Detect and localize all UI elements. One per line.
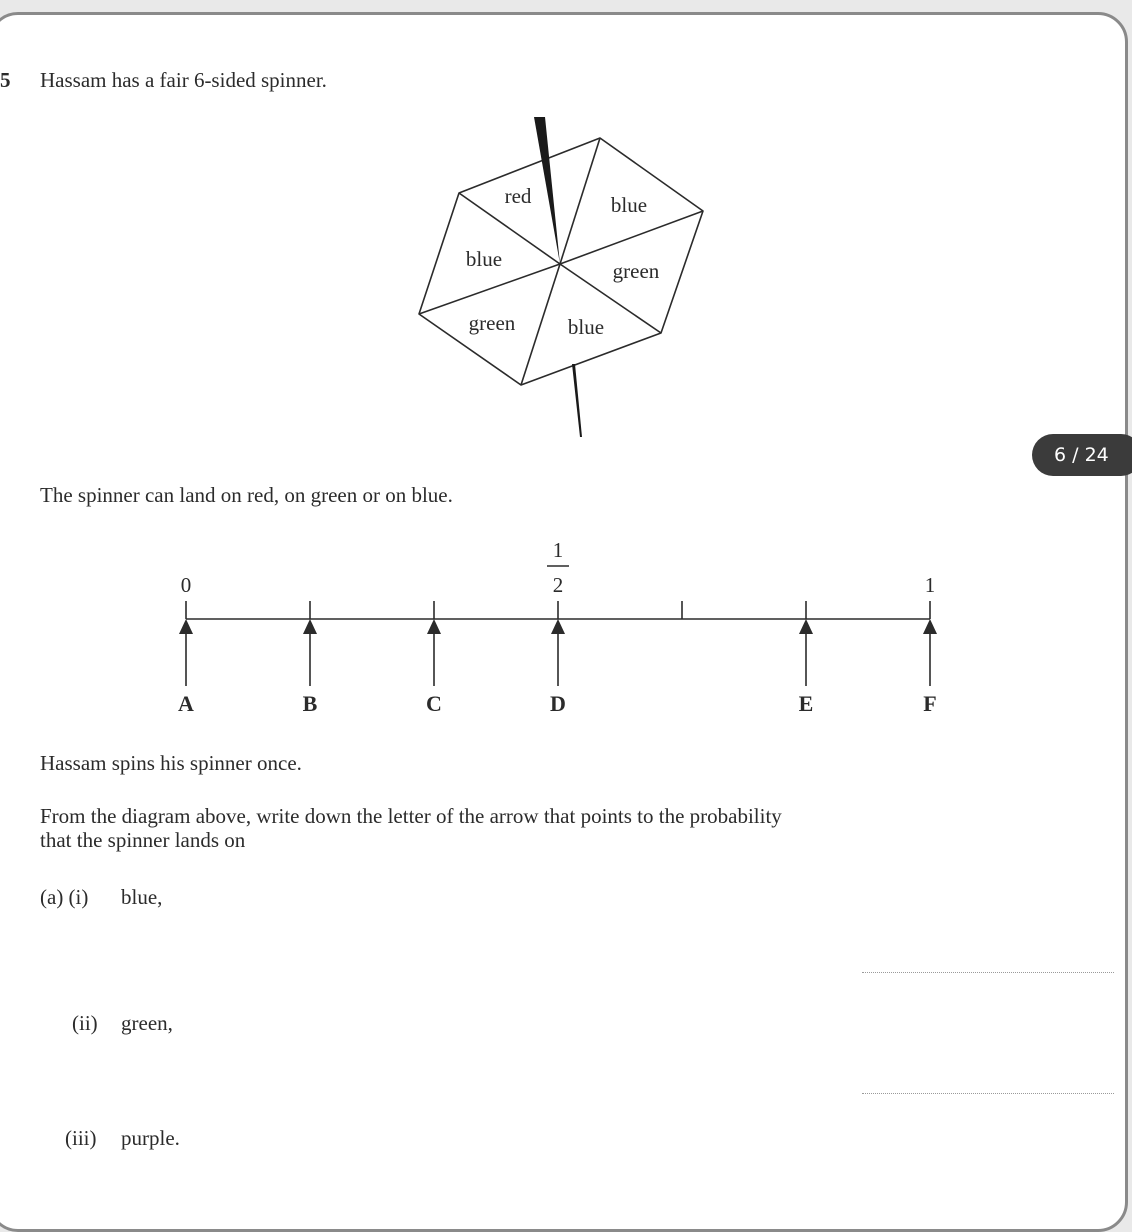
instruction-line-2: that the spinner lands on — [40, 828, 246, 852]
sector-label-blue: blue — [465, 247, 503, 271]
sector-label-blue: blue — [567, 315, 605, 339]
part-a-iii-text: purple. — [121, 1126, 180, 1150]
question-intro: Hassam has a fair 6-sided spinner. — [40, 68, 327, 92]
arrow-label-a: A — [178, 691, 194, 716]
label-half-denominator: 2 — [552, 573, 564, 597]
arrow-head-a — [179, 619, 193, 634]
instruction-line-1: From the diagram above, write down the letter of the arrow that points to the probability — [40, 804, 782, 828]
answer-line-a-i[interactable] — [862, 972, 1114, 973]
arrow-label-f: F — [923, 691, 937, 716]
label-half-numerator: 1 — [552, 538, 564, 562]
spinner-divider — [419, 264, 560, 314]
arrow-label-d: D — [550, 691, 566, 716]
spinner-statement: The spinner can land on red, on green or on blue. — [40, 483, 453, 507]
spinner-pointer-tail — [572, 364, 582, 437]
sector-label-green: green — [612, 259, 660, 283]
question-number: 5 — [0, 68, 11, 92]
part-a-ii-text: green, — [121, 1011, 173, 1035]
sector-label-red: red — [504, 184, 532, 208]
arrow-head-d — [551, 619, 565, 634]
spinner-pointer — [534, 117, 560, 264]
sector-label-green: green — [468, 311, 516, 335]
page-counter-badge: 6 / 24 — [1032, 434, 1132, 476]
label-zero: 0 — [180, 573, 192, 597]
label-one: 1 — [924, 573, 936, 597]
part-a-i-label: (a) (i) — [40, 885, 89, 909]
part-a-iii-label: (iii) — [65, 1126, 97, 1150]
spinner-divider — [521, 264, 560, 385]
arrow-label-c: C — [426, 691, 442, 716]
part-a-ii-label: (ii) — [72, 1011, 98, 1035]
arrow-head-c — [427, 619, 441, 634]
spinner-diagram — [410, 112, 710, 442]
part-a-i-text: blue, — [121, 885, 163, 909]
sector-label-blue: blue — [610, 193, 648, 217]
arrow-label-b: B — [302, 691, 318, 716]
probability-number-line — [0, 520, 1132, 760]
spinner-divider — [560, 138, 600, 264]
answer-line-a-ii[interactable] — [862, 1093, 1114, 1094]
arrow-head-b — [303, 619, 317, 634]
arrow-head-e — [799, 619, 813, 634]
spinner-divider — [560, 211, 703, 264]
arrow-head-f — [923, 619, 937, 634]
arrow-label-e: E — [798, 691, 814, 716]
spin-sentence: Hassam spins his spinner once. — [40, 751, 302, 775]
